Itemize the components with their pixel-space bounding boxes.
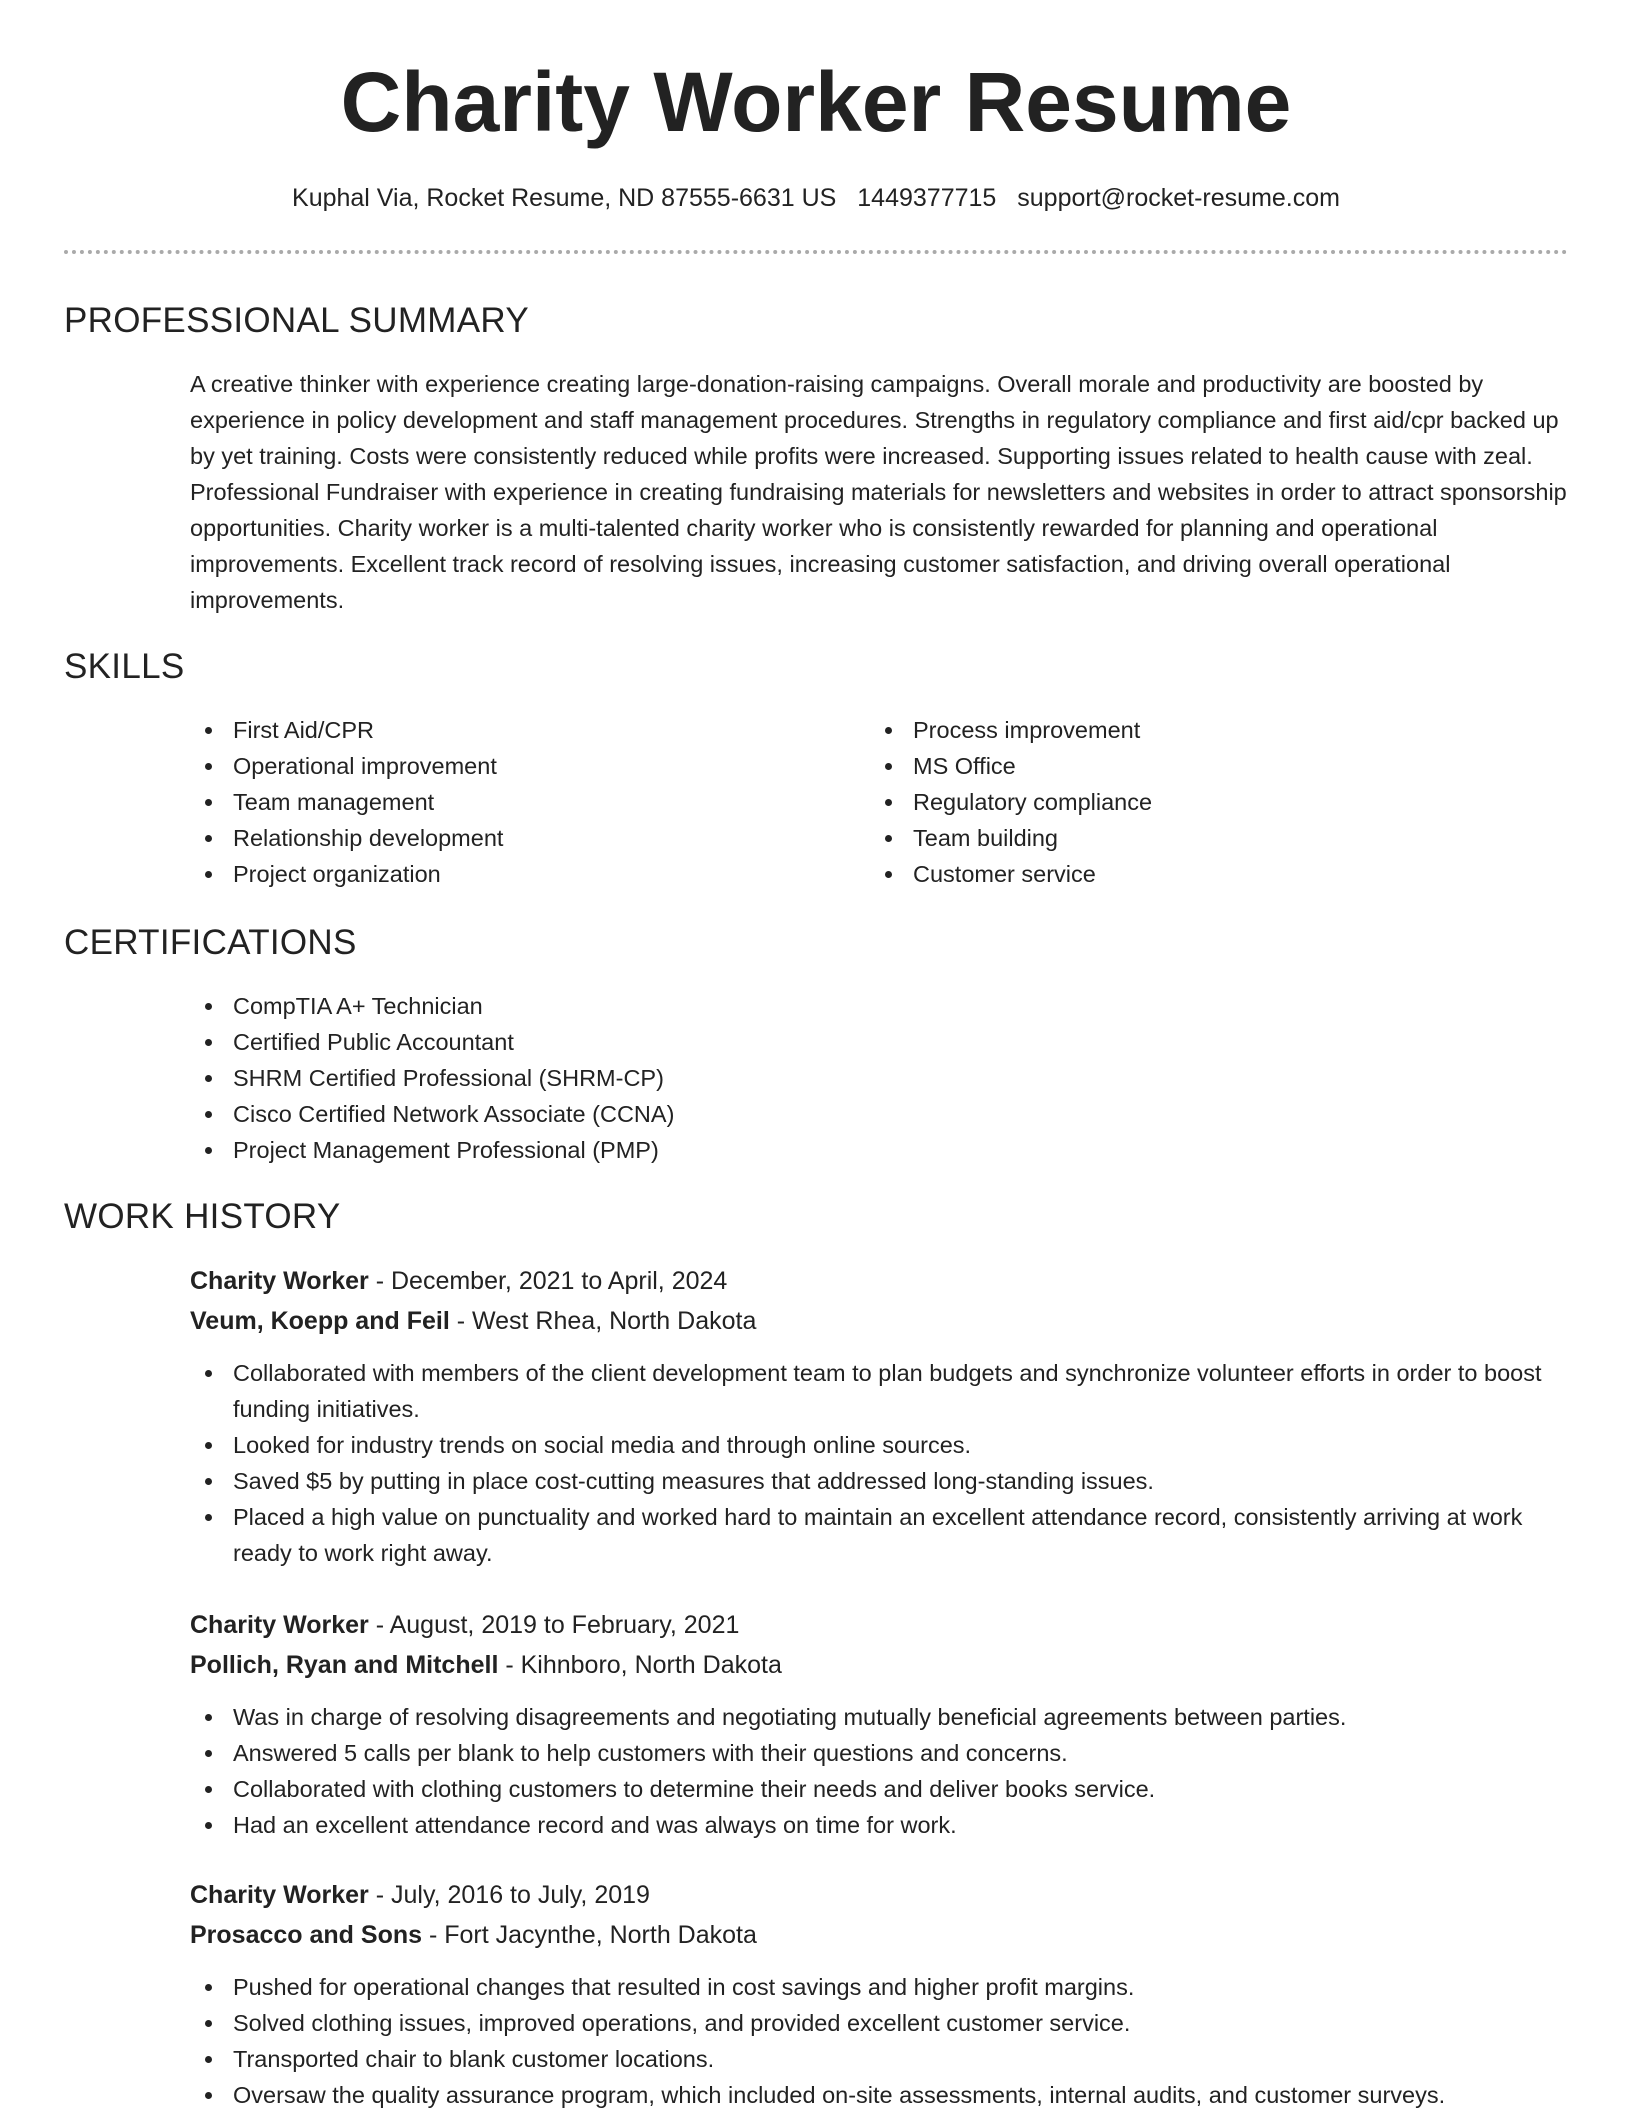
- skills-list-left: [190, 712, 830, 892]
- list-item: Project organization: [190, 856, 830, 892]
- list-item: Answered 5 calls per blank to help customers with their questions and concerns.: [190, 1735, 1570, 1771]
- list-item: Cisco Certified Network Associate (CCNA): [190, 1096, 1570, 1132]
- job-title: Charity Worker: [190, 1611, 369, 1639]
- job-bullets: [190, 1355, 1570, 1571]
- list-item: Placed a high value on punctuality and worked hard to maintain an excellent attendance record, consistently arriving at work ready to work right away.: [190, 1499, 1570, 1571]
- header-divider: [64, 250, 1568, 254]
- list-item: Had an excellent attendance record and was always on time for work.: [190, 1807, 1570, 1843]
- list-item: Regulatory compliance: [870, 784, 1550, 820]
- certifications-list: [190, 988, 1570, 1168]
- job-dates: - July, 2016 to July, 2019: [368, 1881, 650, 1909]
- list-item: Project Management Professional (PMP): [190, 1132, 1570, 1168]
- job-company-line: [190, 1301, 756, 1341]
- list-item: Relationship development: [190, 820, 830, 856]
- job-title: Charity Worker: [190, 1881, 369, 1909]
- skills-list-right: [870, 712, 1550, 892]
- contact-email: support@rocket-resume.com: [1017, 184, 1340, 212]
- job-company: Prosacco and Sons: [190, 1921, 423, 1949]
- job-title-line: [190, 1605, 739, 1645]
- list-item: CompTIA A+ Technician: [190, 988, 1570, 1024]
- summary-heading: PROFESSIONAL SUMMARY: [64, 301, 529, 340]
- work-history-heading: WORK HISTORY: [64, 1197, 341, 1236]
- list-item: Saved $5 by putting in place cost-cutting measures that addressed long-standing issues.: [190, 1463, 1570, 1499]
- contact-phone: 1449377715: [857, 184, 997, 212]
- list-item: Team management: [190, 784, 830, 820]
- list-item: Process improvement: [870, 712, 1550, 748]
- job-title-line: [190, 1875, 650, 1915]
- job-location: - Fort Jacynthe, North Dakota: [422, 1921, 757, 1949]
- list-item: Transported chair to blank customer locations.: [190, 2041, 1570, 2077]
- list-item: Oversaw the quality assurance program, which included on-site assessments, internal audits, and customer surveys.: [190, 2077, 1570, 2112]
- job-company-line: [190, 1645, 782, 1685]
- list-item: Customer service: [870, 856, 1550, 892]
- job-title-line: [190, 1261, 727, 1301]
- job-company: Pollich, Ryan and Mitchell: [190, 1651, 499, 1679]
- resume-title: Charity Worker Resume: [340, 55, 1292, 149]
- certifications-heading: CERTIFICATIONS: [64, 923, 357, 962]
- contact-address: Kuphal Via, Rocket Resume, ND 87555-6631 US: [292, 184, 837, 212]
- list-item: Pushed for operational changes that resulted in cost savings and higher profit margins.: [190, 1969, 1570, 2005]
- list-item: SHRM Certified Professional (SHRM-CP): [190, 1060, 1570, 1096]
- list-item: MS Office: [870, 748, 1550, 784]
- list-item: First Aid/CPR: [190, 712, 830, 748]
- list-item: Certified Public Accountant: [190, 1024, 1570, 1060]
- list-item: Collaborated with members of the client development team to plan budgets and synchronize volunteer efforts in order to boost funding initiatives.: [190, 1355, 1570, 1427]
- list-item: Operational improvement: [190, 748, 830, 784]
- list-item: Collaborated with clothing customers to determine their needs and deliver books service.: [190, 1771, 1570, 1807]
- skills-heading: SKILLS: [64, 647, 185, 686]
- contact-line: [0, 178, 1632, 218]
- job-location: - Kihnboro, North Dakota: [498, 1651, 782, 1679]
- list-item: Was in charge of resolving disagreements and negotiating mutually beneficial agreements between parties.: [190, 1699, 1570, 1735]
- job-location: - West Rhea, North Dakota: [449, 1307, 757, 1335]
- job-bullets: [190, 1969, 1570, 2112]
- list-item: Team building: [870, 820, 1550, 856]
- summary-text: A creative thinker with experience creating large-donation-raising campaigns. Overall morale and productivity are boosted by experience in policy development and staff management procedures. Strengths in regulatory compliance and first aid/cpr backed up by yet training. Costs were consistently reduced while profits were increased. Supporting issues related to health cause with zeal. Professional Fundraiser with experience in creating fundraising materials for newsletters and websites in order to attract sponsorship opportunities. Charity worker is a multi-talented charity worker who is consistently rewarded for planning and operational improvements. Excellent track record of resolving issues, increasing customer satisfaction, and driving overall operational improvements.: [190, 371, 1567, 613]
- job-title: Charity Worker: [190, 1267, 369, 1295]
- list-item: Solved clothing issues, improved operations, and provided excellent customer service.: [190, 2005, 1570, 2041]
- job-company: Veum, Koepp and Feil: [190, 1307, 450, 1335]
- job-bullets: [190, 1699, 1570, 1843]
- list-item: Looked for industry trends on social media and through online sources.: [190, 1427, 1570, 1463]
- job-dates: - December, 2021 to April, 2024: [368, 1267, 728, 1295]
- job-company-line: [190, 1915, 757, 1955]
- job-dates: - August, 2019 to February, 2021: [368, 1611, 740, 1639]
